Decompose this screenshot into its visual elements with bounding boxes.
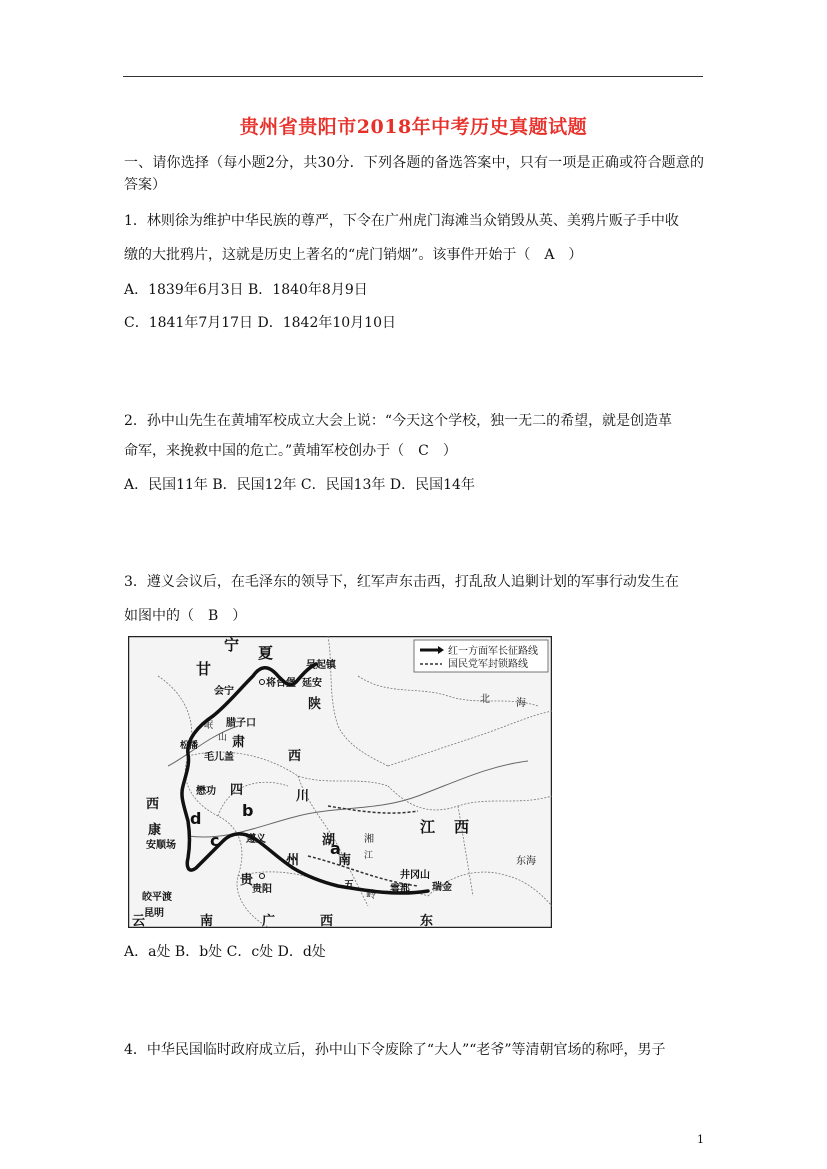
label-kang: 康: [148, 823, 162, 838]
label-shan: 陕: [308, 697, 322, 712]
label-xiang: 湘: [364, 834, 374, 845]
label-yudu: 雩都: [390, 884, 410, 895]
label-xi3: 西: [454, 818, 470, 836]
label-maogong: 懋功: [196, 786, 216, 797]
label-su: 肃: [232, 735, 246, 750]
label-zunyi: 遵义: [246, 834, 266, 845]
label-jiaopingdu: 皎平渡: [142, 892, 172, 903]
label-yanan: 延安: [302, 678, 322, 689]
legend-red-route: 红一方面军长征路线: [448, 646, 538, 657]
label-ning: 宁: [224, 636, 240, 654]
label-xi4: 西: [320, 914, 334, 928]
section-heading: 一、请你选择（每小题2分，共30分．下列各题的备选答案中，只有一项是正确或符合题意的答案）: [124, 155, 704, 193]
label-jiang2: 江: [364, 851, 374, 861]
header-rule: [123, 76, 703, 77]
label-maoergai: 毛儿盖: [204, 752, 234, 763]
label-d: d: [190, 809, 202, 828]
label-gui: 贵: [240, 873, 254, 888]
label-c: c: [210, 831, 220, 850]
q1-stem-line2: 缴的大批鸦片，这就是历史上著名的“虎门销烟”。该事件开始于（ A ）: [124, 247, 583, 263]
q3-stem-line1: 3．遵义会议后，在毛泽东的领导下，红军声东击西，打乱敌人追剿计划的军事行动发生在: [124, 574, 679, 590]
label-xi2: 西: [146, 797, 160, 812]
q2-stem-line1: 2．孙中山先生在黄埔军校成立大会上说：“今天这个学校，独一无二的希望，就是创造革: [124, 413, 673, 429]
q2-options: A．民国11年 B．民国12年 C．民国13年 D．民国14年: [124, 477, 475, 493]
label-yun: 云: [132, 914, 146, 928]
q3-options: A．a处 B．b处 C．c处 D．d处: [124, 944, 326, 960]
page-number: 1: [697, 1133, 704, 1146]
label-xia: 夏: [258, 644, 274, 662]
label-ruijin: 瑞金: [432, 882, 452, 893]
label-jinggangshan: 井冈山: [400, 870, 430, 881]
label-guiyang: 贵阳: [252, 884, 272, 895]
label-min: 岷: [204, 721, 214, 731]
q1-stem-line1: 1．林则徐为维护中华民族的尊严，下令在广州虎门海滩当众销毁从英、美鸦片贩子手中收: [124, 213, 679, 229]
label-a: a: [330, 839, 341, 858]
label-nan2: 南: [200, 914, 214, 928]
label-ling: 岭: [366, 890, 376, 901]
label-kunming: 昆明: [144, 908, 164, 919]
q1-options-line2: C．1841年7月17日 D．1842年10月10日: [124, 315, 396, 331]
page-title: 贵州省贵阳市2018年中考历史真题试题: [239, 116, 588, 138]
label-hai: 海: [516, 698, 526, 709]
label-bei: 北: [480, 694, 490, 705]
q2-stem-line2: 命军，来挽救中国的危亡。”黄埔军校创办于（ C ）: [124, 443, 457, 459]
label-b: b: [242, 801, 254, 820]
q4-stem-line1: 4．中华民国临时政府成立后，孙中山下令废除了“大人”“老爷”等清朝官场的称呼，男子: [124, 1042, 666, 1058]
label-guang: 广: [262, 914, 276, 928]
label-xi: 西: [288, 749, 302, 764]
label-jiangtaibao: 将台堡: [266, 678, 296, 689]
label-nan: 南: [338, 853, 352, 868]
label-gan: 甘: [196, 660, 212, 678]
label-hu: 湖: [322, 833, 336, 848]
label-lazikou: 腊子口: [226, 718, 256, 729]
label-wu: 五: [344, 880, 354, 891]
label-dong: 东: [420, 914, 434, 928]
label-jiang: 江: [420, 818, 436, 836]
label-shan2: 山: [218, 733, 228, 743]
q1-options-line1: A．1839年6月3日 B．1840年8月9日: [124, 282, 368, 298]
label-wuqizhen: 吴起镇: [306, 660, 336, 671]
q3-stem-line2: 如图中的（ B ）: [124, 608, 247, 624]
label-anshunchang: 安顺场: [146, 840, 176, 851]
long-march-map: [128, 636, 552, 928]
label-si: 四: [230, 783, 244, 798]
label-chuan: 川: [296, 789, 310, 804]
label-dong-hai: 东海: [516, 856, 536, 867]
label-huining: 会宁: [214, 686, 234, 697]
label-zhou: 州: [286, 853, 300, 868]
label-songpan: 松潘: [180, 741, 199, 751]
legend-kmt-route: 国民党军封锁路线: [448, 659, 528, 670]
